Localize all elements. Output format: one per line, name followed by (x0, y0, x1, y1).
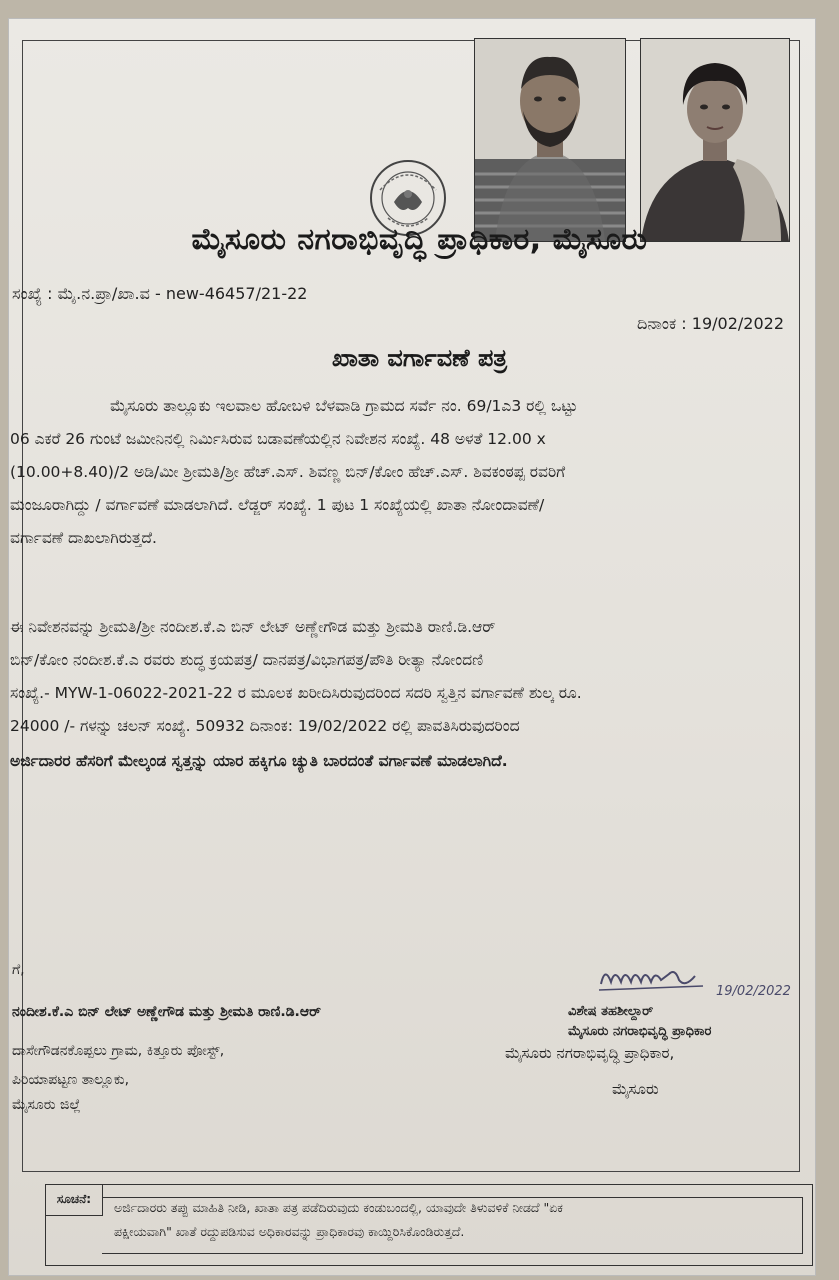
notice-content (102, 1197, 803, 1254)
signature-icon (595, 958, 715, 1002)
paragraph-2-line-3: ಸಂಖ್ಯೆ.- MYW-1-06022-2021-22 ರ ಮೂಲಕ ಖರೀದಿಸಿರುವುದರಿಂದ ಸದರಿ ಸ್ವತ್ತಿನ ವರ್ಗಾವಣೆ ಶುಲ್ಕ ರೂ. (10, 684, 582, 702)
paragraph-1-line-2: 06 ಎಕರೆ 26 ಗುಂಟೆ ಜಮೀನಿನಲ್ಲಿ ನಿರ್ಮಿಸಿರುವ ಬಡಾವಣೆಯಲ್ಲಿನ ನಿವೇಶನ ಸಂಖ್ಯೆ. 48 ಅಳತೆ 12.00 x (10, 430, 546, 448)
reference-number: ಸಂಖ್ಯೆ : ಮೈ.ನ.ಪ್ರಾ/ಖಾ.ವ - new-46457/21-22 (12, 284, 308, 303)
paragraph-2-line-5: ಅರ್ಜಿದಾರರ ಹೆಸರಿಗೆ ಮೇಲ್ಕಂಡ ಸ್ವತ್ತನ್ನು ಯಾರ ಹಕ್ಕಿಗೂ ಚ್ಯುತಿ ಬಾರದಂತೆ ವರ್ಗಾವಣೆ ಮಾಡಲಾಗಿದೆ. (10, 752, 508, 770)
paragraph-1-line-3: (10.00+8.40)/2 ಅಡಿ/ಮೀ ಶ್ರೀಮತಿ/ಶ್ರೀ ಹೆಚ್.ಎಸ್. ಶಿವಣ್ಣ ಬಿನ್/ಕೋಂ ಹೆಚ್.ಎಸ್. ಶಿವಕಂಠಪ್ಪ ರವರಿಗೆ (10, 463, 566, 481)
addressee-taluk: ಪಿರಿಯಾಪಟ್ಟಣ ತಾಲ್ಲೂಕು, (12, 1072, 130, 1088)
paragraph-1-line-4: ಮಂಜೂರಾಗಿದ್ದು / ವರ್ಗಾವಣೆ ಮಾಡಲಾಗಿದೆ. ಲೆಡ್ಜರ್ ಸಂಖ್ಯೆ. 1 ಪುಟ 1 ಸಂಖ್ಯೆಯಲ್ಲಿ ಖಾತಾ ನೋಂದಾವಣೆ/ (10, 496, 545, 514)
authority-title: ಮೈಸೂರು ನಗರಾಭಿವೃದ್ಧಿ ಪ್ರಾಧಿಕಾರ, ಮೈಸೂರು (191, 222, 648, 257)
applicant-photo-female (640, 38, 790, 242)
paragraph-2-line-1: ಈ ನಿವೇಶನವನ್ನು ಶ್ರೀಮತಿ/ಶ್ರೀ ನಂದೀಶ.ಕೆ.ಎ ಬಿನ್ ಲೇಟ್ ಅಣ್ಣೇಗೌಡ ಮತ್ತು ಶ್ರೀಮತಿ ರಾಣಿ.ಡಿ.ಆರ್ (10, 618, 496, 636)
addressee-district: ಮೈಸೂರು ಜಿಲ್ಲೆ (12, 1097, 81, 1113)
paragraph-1-line-5: ವರ್ಗಾವಣೆ ದಾಖಲಾಗಿರುತ್ತದೆ. (10, 529, 157, 547)
addressee-to: ಗೆ, (12, 962, 25, 978)
paragraph-2-line-4: 24000 /- ಗಳನ್ನು ಚಲನ್ ಸಂಖ್ಯೆ. 50932 ದಿನಾಂಕ: 19/02/2022 ರಲ್ಲಿ ಪಾವತಿಸಿರುವುದರಿಂದ (10, 717, 520, 735)
notice-line-2: ಪಕ್ಷೀಯವಾಗಿ" ಖಾತೆ ರದ್ದುಪಡಿಸುವ ಅಧಿಕಾರವನ್ನು ಪ್ರಾಧಿಕಾರವು ಕಾಯ್ದಿರಿಸಿಕೊಂಡಿರುತ್ತದೆ. (114, 1224, 465, 1239)
notice-label: ಸೂಚನೆ: (46, 1185, 103, 1216)
signatory-authority: ಮೈಸೂರು ನಗರಾಭಿವೃದ್ಧಿ ಪ್ರಾಧಿಕಾರ, (505, 1044, 675, 1062)
paragraph-2-line-2: ಬಿನ್/ಕೋಂ ನಂದೀಶ.ಕೆ.ಎ ರವರು ಶುದ್ಧ ಕ್ರಯಪತ್ರ/ ದಾನಪತ್ರ/ವಿಭಾಗಪತ್ರ/ಪೌತಿ ರೀತ್ಯಾ ನೋಂದಣಿ (10, 651, 484, 669)
signature-date: 19/02/2022 (716, 984, 791, 999)
addressee-name: ನಂದೀಶ.ಕೆ.ಎ ಬಿನ್ ಲೇಟ್ ಅಣ್ಣೇಗೌಡ ಮತ್ತು ಶ್ರೀಮತಿ ರಾಣಿ.ಡಿ.ಆರ್ (12, 1004, 322, 1020)
stamp-authority: ಮೈಸೂರು ನಗರಾಭಿವೃದ್ಧಿ ಪ್ರಾಧಿಕಾರ (568, 1024, 712, 1039)
issue-date: ದಿನಾಂಕ : 19/02/2022 (637, 314, 784, 333)
applicant-photo-male (474, 38, 626, 242)
notice-line-1: ಅರ್ಜಿದಾರರು ತಪ್ಪು ಮಾಹಿತಿ ನೀಡಿ, ಖಾತಾ ಪತ್ರ ಪಡೆದಿರುವುದು ಕಂಡುಬಂದಲ್ಲಿ, ಯಾವುದೇ ತಿಳುವಳಿಕೆ ನೀಡದೆ "ಏಕ (114, 1200, 563, 1215)
paragraph-1-line-1: ಮೈಸೂರು ತಾಲ್ಲೂಕು ಇಲವಾಲ ಹೋಬಳಿ ಬೆಳವಾಡಿ ಗ್ರಾಮದ ಸರ್ವೆ ನಂ. 69/1ಎ3 ರಲ್ಲಿ ಒಟ್ಟು (110, 397, 578, 415)
addressee-village: ದಾಸೇಗೌಡನಕೊಪ್ಪಲು ಗ್ರಾಮ, ಕಿತ್ತೂರು ಪೋಸ್ಟ್, (12, 1043, 225, 1059)
document-title: ಖಾತಾ ವರ್ಗಾವಣೆ ಪತ್ರ (331, 344, 508, 372)
stamp-designation: ವಿಶೇಷ ತಹಶೀಲ್ದಾರ್ (568, 1004, 654, 1019)
notice-box (45, 1184, 813, 1266)
signatory-city: ಮೈಸೂರು (612, 1080, 659, 1098)
